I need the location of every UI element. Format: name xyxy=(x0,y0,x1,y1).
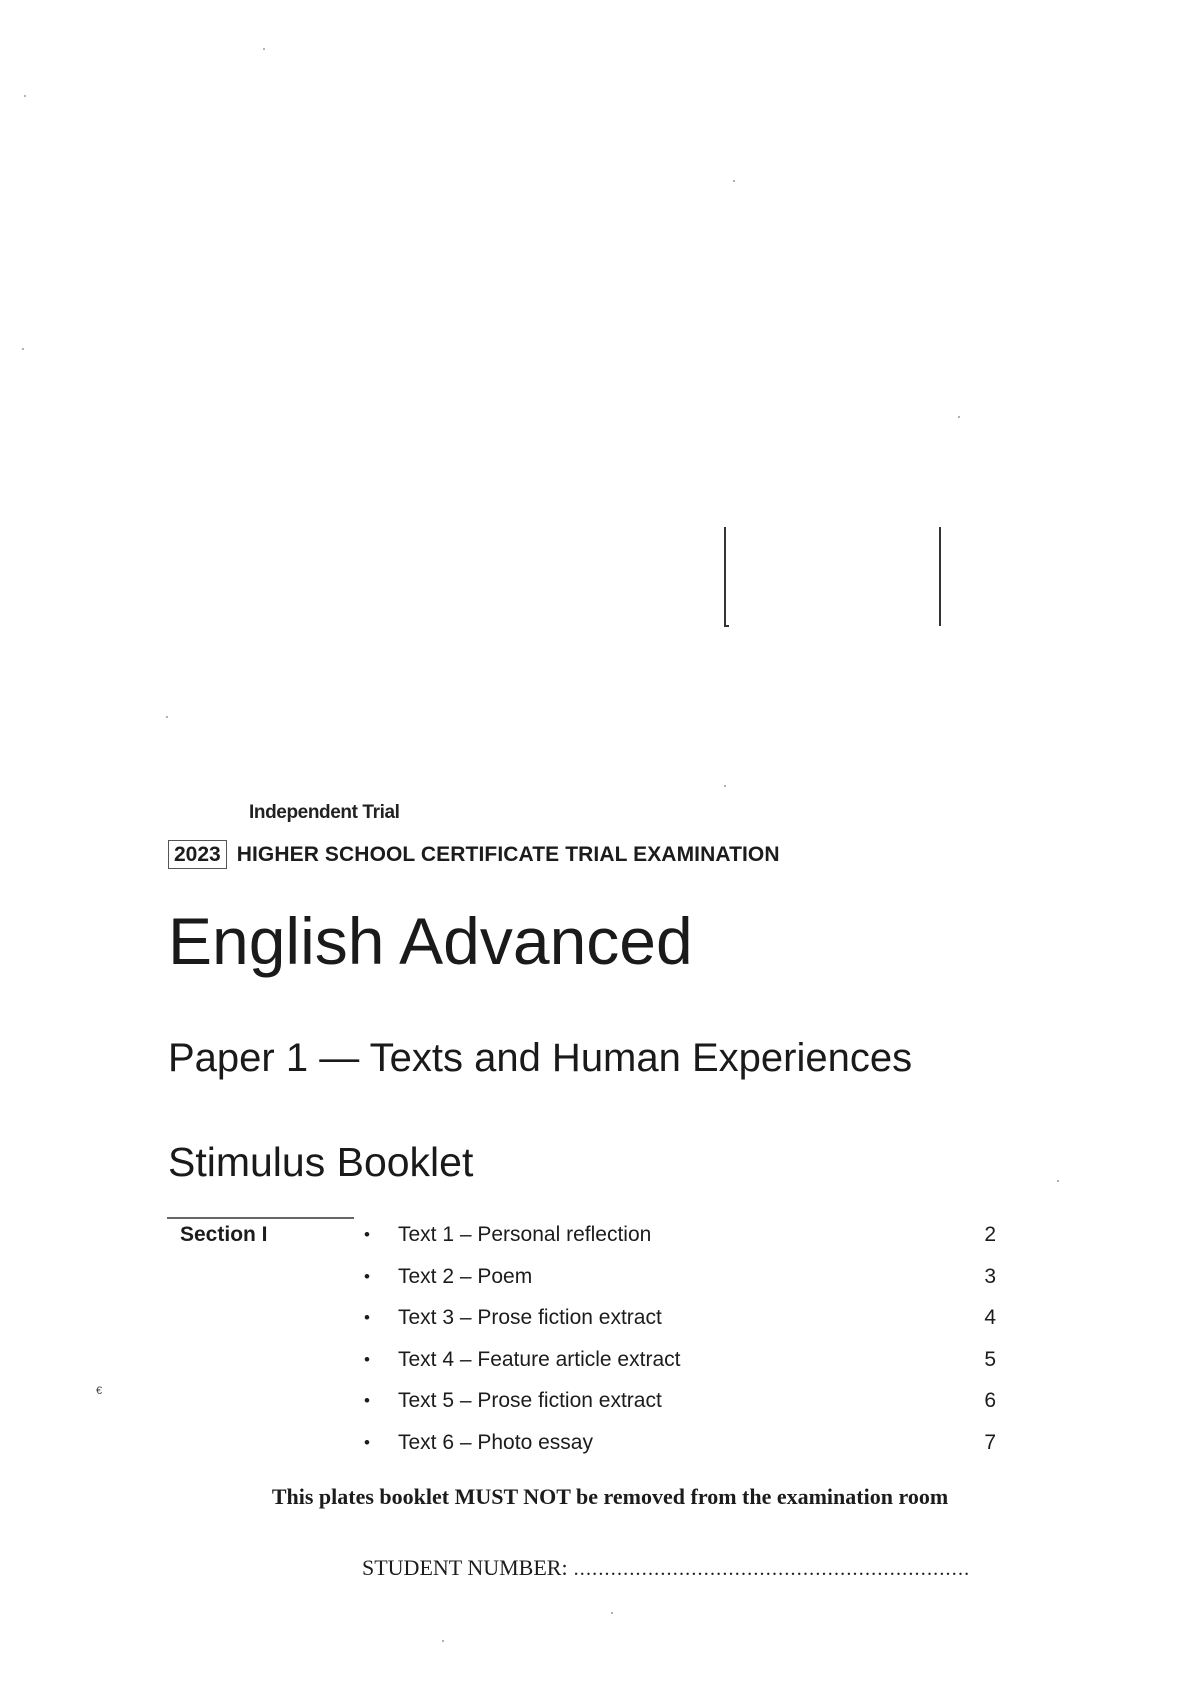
contents-item-title: Text 4 – Feature article extract xyxy=(398,1347,681,1371)
removal-notice: This plates booklet MUST NOT be removed from the examination room xyxy=(271,1484,949,1509)
scan-speck xyxy=(733,180,735,182)
trial-label: Independent Trial xyxy=(249,802,400,823)
scan-speck xyxy=(166,716,168,718)
contents-item xyxy=(360,1221,996,1263)
contents-item-page: 5 xyxy=(984,1347,996,1371)
contents-item-page: 3 xyxy=(984,1264,996,1288)
label-box-left-edge xyxy=(724,527,726,625)
contents-item-title: Text 3 – Prose fiction extract xyxy=(398,1306,662,1329)
student-number-blank: ................................................................ xyxy=(573,1558,971,1580)
contents-item-page: 4 xyxy=(984,1306,996,1329)
contents-item xyxy=(360,1346,996,1388)
contents-item xyxy=(360,1304,996,1346)
section-divider xyxy=(167,1217,354,1219)
contents-item-title: Text 5 – Prose fiction extract xyxy=(398,1389,662,1412)
bullet-icon: • xyxy=(364,1432,370,1452)
subject-title: English Advanced xyxy=(168,904,693,978)
contents-item-title: Text 2 – Poem xyxy=(398,1264,533,1288)
contents-item-page: 2 xyxy=(984,1223,996,1246)
booklet-title: Stimulus Booklet xyxy=(168,1139,474,1185)
scan-speck xyxy=(263,48,265,50)
contents-item-title: Text 1 – Personal reflection xyxy=(398,1223,652,1246)
scan-speck xyxy=(22,348,24,350)
contents-item xyxy=(360,1263,996,1305)
contents-item-title: Text 6 – Photo essay xyxy=(398,1430,593,1454)
label-box-left-foot xyxy=(724,625,729,627)
margin-mark: € xyxy=(96,1385,103,1397)
bullet-icon: • xyxy=(364,1266,370,1286)
label-box-right-edge xyxy=(939,527,941,626)
scan-speck xyxy=(724,785,726,787)
bullet-icon: • xyxy=(364,1308,370,1327)
contents-item xyxy=(360,1387,996,1429)
scan-speck xyxy=(24,95,26,97)
bullet-icon: • xyxy=(364,1391,370,1410)
student-number-label: STUDENT NUMBER: xyxy=(362,1555,568,1580)
contents-item xyxy=(360,1429,996,1471)
bullet-icon: • xyxy=(364,1225,370,1244)
exam-title: HIGHER SCHOOL CERTIFICATE TRIAL EXAMINATION xyxy=(236,842,780,866)
student-number-field xyxy=(362,1555,970,1581)
year-badge: 2023 xyxy=(168,840,227,869)
exam-heading xyxy=(168,840,780,869)
bullet-icon: • xyxy=(364,1349,370,1369)
scan-speck xyxy=(1057,1180,1059,1182)
contents-item-page: 7 xyxy=(984,1430,996,1454)
contents-item-page: 6 xyxy=(984,1389,996,1412)
scan-speck xyxy=(442,1640,444,1642)
section-label: Section I xyxy=(180,1223,268,1246)
contents-list xyxy=(360,1221,996,1470)
scan-speck xyxy=(611,1612,613,1614)
paper-title: Paper 1 — Texts and Human Experiences xyxy=(168,1036,913,1080)
scan-speck xyxy=(958,416,960,418)
